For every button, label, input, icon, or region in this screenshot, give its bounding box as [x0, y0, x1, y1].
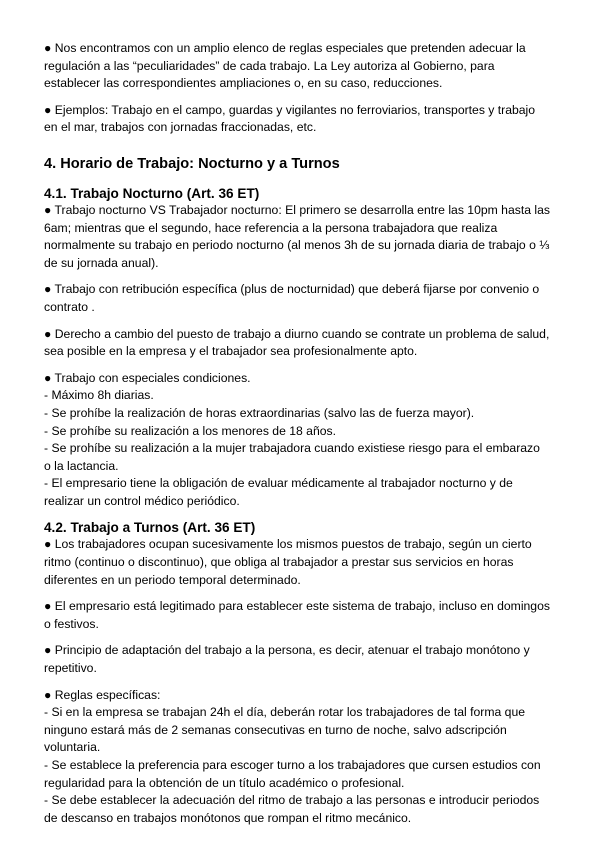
nocturno-condition-item: - Se prohíbe la realización de horas extraordinarias (salvo las de fuerza mayor). [44, 405, 475, 420]
subsection-title-turnos: 4.2. Trabajo a Turnos (Art. 36 ET) [44, 520, 256, 536]
nocturno-conditions-block [44, 370, 550, 511]
turnos-rule-item: - Se debe establecer la adecuación del ritmo de trabajo a las personas e introducir periodos de descanso en trabajos monótonos que rompan el ritmo mecánico. [44, 793, 540, 825]
section-title: 4. Horario de Trabajo: Nocturno y a Turnos [44, 155, 340, 172]
nocturno-paragraph-definition: ● Trabajo nocturno VS Trabajador nocturno: El primero se desarrolla entre las 10pm hasta las 6am; mientras que el segundo, hace referencia a la persona trabajadora que realiza normalmente su trabajo en periodo nocturno (al menos 3h de su jornada diaria de trabajo o ⅓ de su jornada anual). [44, 202, 550, 270]
nocturno-paragraph-retribution: ● Trabajo con retribución específica (plus de nocturnidad) que deberá fijarse por convenio o contrato . [44, 282, 540, 314]
subsection-title-nocturno: 4.1. Trabajo Nocturno (Art. 36 ET) [44, 185, 260, 201]
nocturno-paragraph-change-right: ● Derecho a cambio del puesto de trabajo a diurno cuando se contrate un problema de salud, sea posible en la empresa y el trabajador sea profesionalmente apto. [44, 326, 550, 359]
nocturno-condition-item: - Se prohíbe su realización a la mujer trabajadora cuando existiese riesgo para el embarazo o la lactancia. [44, 441, 540, 473]
turnos-rule-item: - Si en la empresa se trabajan 24h el día, deberán rotar los trabajadores de tal forma que ninguno estará más de 2 semanas consecutivas en turno de noche, salvo adscripción voluntaria. [44, 705, 526, 755]
nocturno-condition-item: - Máximo 8h diarias. [44, 388, 154, 403]
nocturno-condition-item: - Se prohíbe su realización a los menores de 18 años. [44, 423, 336, 438]
intro-paragraph-examples: ● Ejemplos: Trabajo en el campo, guardas y vigilantes no ferroviarios, transportes y trabajo en el mar, trabajos con jornadas fraccionadas, etc. [44, 102, 536, 135]
turnos-paragraph-legitimacy: ● El empresario está legitimado para establecer este sistema de trabajo, incluso en domingos o festivos. [44, 599, 550, 631]
nocturno-conditions-lead: ● Trabajo con especiales condiciones. [44, 370, 251, 385]
turnos-rules-block [44, 687, 550, 828]
turnos-rule-item: - Se establece la preferencia para escoger turno a los trabajadores que cursen estudios con regularidad para la obtención de un título académico o profesional. [44, 758, 541, 790]
intro-paragraph-special-rules: ● Nos encontramos con un amplio elenco de reglas especiales que pretenden adecuar la regulación a las “peculiaridades” de cada trabajo. La Ley autoriza al Gobierno, para establecer las correspondientes ampliaciones o, en su caso, reducciones. [44, 41, 526, 91]
turnos-paragraph-definition: ● Los trabajadores ocupan sucesivamente los mismos puestos de trabajo, según un cierto ritmo (continuo o discontinuo), que obliga al trabajador a prestar sus servicios en horas diferentes en un periodo temporal determinado. [44, 537, 532, 587]
turnos-rules-lead: ● Reglas específicas: [44, 687, 161, 702]
turnos-paragraph-adaptation: ● Principio de adaptación del trabajo a la persona, es decir, atenuar el trabajo monótono y repetitivo. [44, 643, 530, 676]
nocturno-condition-item: - El empresario tiene la obligación de evaluar médicamente al trabajador nocturno y de realizar un control médico periódico. [44, 476, 513, 508]
